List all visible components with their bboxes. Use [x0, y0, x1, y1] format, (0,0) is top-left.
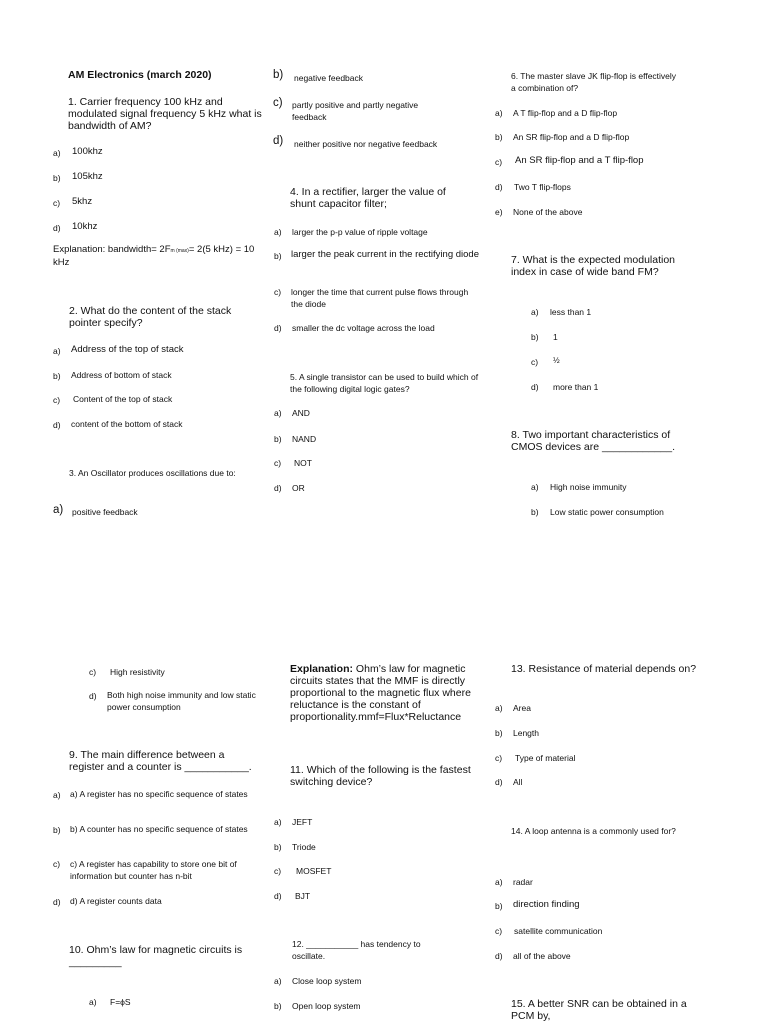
q2-option-c[interactable]: Content of the top of stack: [73, 394, 173, 404]
q2-option-b[interactable]: Address of bottom of stack: [71, 370, 172, 380]
q8-option-b[interactable]: Low static power consumption: [550, 507, 664, 517]
question-3-text: 3. An Oscillator produces oscillations due to:: [69, 468, 236, 478]
question-6-text: 6. The master slave JK flip-flop is effectively a combination of?: [511, 71, 677, 93]
q12-option-a[interactable]: Close loop system: [292, 976, 362, 986]
q8-option-d-letter: d): [89, 691, 97, 701]
q3-option-a-letter: a): [53, 504, 64, 516]
question-15-text: 15. A better SNR can be obtained in a PCM by,: [511, 998, 687, 1022]
q12-option-b[interactable]: Open loop system: [292, 1001, 361, 1011]
q9-option-d[interactable]: d) A register counts data: [70, 896, 162, 906]
q5-option-d-letter: d): [274, 483, 282, 493]
document-page-2: [0, 640, 768, 1024]
q1-option-b-letter: b): [53, 173, 61, 183]
q6-option-e-letter: e): [495, 207, 503, 217]
q8-option-c[interactable]: High resistivity: [110, 667, 165, 677]
document-title: AM Electronics (march 2020): [68, 69, 212, 81]
question-11-text: 11. Which of the following is the fastest switching device?: [290, 764, 471, 788]
q2-option-c-letter: c): [53, 395, 61, 405]
q5-option-b[interactable]: NAND: [292, 434, 317, 444]
q13-option-b-letter: b): [495, 728, 503, 738]
question-5-text: 5. A single transistor can be used to build which of the following digital logic gates?: [290, 372, 479, 394]
explanation-label: Explanation:: [290, 663, 354, 675]
q6-option-b[interactable]: An SR flip-flop and a D flip-flop: [513, 132, 630, 142]
q3-option-c-letter: c): [273, 97, 283, 109]
q7-option-d-letter: d): [531, 382, 539, 392]
q1-explanation-subscript: m (max): [170, 248, 189, 254]
q2-option-b-letter: b): [53, 371, 61, 381]
q1-option-a[interactable]: 100khz: [72, 146, 103, 157]
q1-option-d-letter: d): [53, 223, 61, 233]
q4-option-b-letter: b): [274, 251, 282, 261]
q13-option-c-letter: c): [495, 753, 503, 763]
q14-option-b-letter: b): [495, 901, 503, 911]
q6-option-b-letter: b): [495, 132, 503, 142]
q7-option-c-letter: c): [531, 357, 539, 367]
question-8-text: 8. Two important characteristics of CMOS devices are ____________.: [511, 429, 676, 453]
q1-option-d[interactable]: 10khz: [72, 221, 98, 232]
question-13-text: 13. Resistance of material depends on?: [511, 663, 697, 675]
q2-option-d[interactable]: content of the bottom of stack: [71, 419, 183, 429]
q4-option-b[interactable]: larger the peak current in the rectifying diode: [291, 249, 479, 260]
q1-option-b[interactable]: 105khz: [72, 171, 103, 182]
q4-option-c[interactable]: longer the time that current pulse flows through the diode: [291, 287, 469, 309]
q8-option-a[interactable]: High noise immunity: [550, 482, 627, 492]
question-12-text: 12. ___________ has tendency to oscillate.: [292, 939, 421, 961]
q11-option-b[interactable]: Triode: [292, 842, 316, 852]
q13-option-d[interactable]: All: [513, 777, 523, 787]
question-9-text: 9. The main difference between a register and a counter is ___________.: [69, 749, 252, 773]
q8-option-b-letter: b): [531, 507, 539, 517]
q11-option-c[interactable]: MOSFET: [296, 866, 332, 876]
q14-option-c-letter: c): [495, 926, 503, 936]
q6-option-a[interactable]: A T flip-flop and a D flip-flop: [513, 108, 618, 118]
q5-option-b-letter: b): [274, 434, 282, 444]
q13-option-a[interactable]: Area: [513, 703, 531, 713]
q1-option-c[interactable]: 5khz: [72, 196, 93, 207]
q11-option-b-letter: b): [274, 842, 282, 852]
q2-option-d-letter: d): [53, 420, 61, 430]
q9-option-c-letter: c): [53, 859, 61, 869]
q4-option-a-letter: a): [274, 227, 282, 237]
q1-explanation: [53, 244, 263, 269]
q13-option-c[interactable]: Type of material: [515, 753, 576, 763]
question-2-text: 2. What do the content of the stack pointer specify?: [69, 305, 232, 329]
q9-option-d-letter: d): [53, 897, 61, 907]
q7-option-a-letter: a): [531, 307, 539, 317]
q6-option-e[interactable]: None of the above: [513, 207, 583, 217]
q3-option-a[interactable]: positive feedback: [72, 507, 138, 517]
q1-option-c-letter: c): [53, 198, 61, 208]
q13-option-b[interactable]: Length: [513, 728, 539, 738]
q6-option-c[interactable]: An SR flip-flop and a T flip-flop: [515, 155, 644, 166]
question-7-text: 7. What is the expected modulation index in case of wide band FM?: [511, 254, 676, 278]
q6-option-d-letter: d): [495, 182, 503, 192]
q11-option-c-letter: c): [274, 866, 282, 876]
q9-option-a-letter: a): [53, 790, 61, 800]
q14-option-d[interactable]: all of the above: [513, 951, 571, 961]
q13-option-d-letter: d): [495, 777, 503, 787]
q5-option-a-letter: a): [274, 408, 282, 418]
q6-option-c-letter: c): [495, 157, 503, 167]
q1-explanation-text: Explanation: bandwidth= 2F: [53, 244, 171, 255]
q3-option-b-letter: b): [273, 69, 284, 81]
q8-option-a-letter: a): [531, 482, 539, 492]
q14-option-d-letter: d): [495, 951, 503, 961]
q7-option-b[interactable]: 1: [553, 332, 558, 342]
q9-option-c[interactable]: c) A register has capability to store one bit of information but counter has n-bit: [70, 859, 237, 881]
q3-option-c[interactable]: partly positive and partly negative feedback: [292, 100, 419, 122]
q11-option-a[interactable]: JEFT: [292, 817, 313, 827]
q3-option-b[interactable]: negative feedback: [294, 73, 363, 83]
q7-option-a[interactable]: less than 1: [550, 307, 592, 317]
q7-option-b-letter: b): [531, 332, 539, 342]
q14-option-a[interactable]: radar: [513, 877, 533, 887]
q11-option-a-letter: a): [274, 817, 282, 827]
question-4-text: 4. In a rectifier, larger the value of shunt capacitor filter;: [290, 186, 446, 210]
q12-option-b-letter: b): [274, 1001, 282, 1011]
q2-option-a-letter: a): [53, 346, 61, 356]
q13-option-a-letter: a): [495, 703, 503, 713]
q11-option-d-letter: d): [274, 891, 282, 901]
q3-option-d-letter: d): [273, 135, 284, 147]
explanation-text: Ohm’s law for magnetic circuits states that the MMF is directly proportional to the magnetic flux where reluctance is the constant of proportionality.mmf=Flux*Reluctance: [290, 663, 471, 723]
q6-option-a-letter: a): [495, 108, 503, 118]
q4-option-d-letter: d): [274, 323, 282, 333]
q5-option-a[interactable]: AND: [292, 408, 310, 418]
q5-option-c[interactable]: NOT: [294, 458, 312, 468]
q5-option-c-letter: c): [274, 458, 282, 468]
explanation-ohms-law: [290, 663, 480, 723]
page-gap: [0, 560, 768, 640]
q1-option-a-letter: a): [53, 148, 61, 158]
q1-explanation-result: = 2(5 kHz) = 10 kHz: [53, 244, 255, 268]
q14-option-c[interactable]: satellite communication: [514, 926, 603, 936]
q10-option-a[interactable]: F=ϕS: [110, 997, 131, 1007]
q9-option-a[interactable]: a) A register has no specific sequence of states: [70, 789, 248, 799]
q9-option-b[interactable]: b) A counter has no specific sequence of states: [70, 824, 248, 834]
q4-option-a[interactable]: larger the p-p value of ripple voltage: [292, 227, 428, 237]
q14-option-b[interactable]: direction finding: [513, 899, 580, 910]
q12-option-a-letter: a): [274, 976, 282, 986]
question-10-text: 10. Ohm’s law for magnetic circuits is _________: [69, 944, 243, 968]
q5-option-d[interactable]: OR: [292, 483, 305, 493]
q3-option-d[interactable]: neither positive nor negative feedback: [294, 139, 438, 149]
q14-option-a-letter: a): [495, 877, 503, 887]
question-14-text: 14. A loop antenna is a commonly used for?: [511, 826, 676, 836]
q7-option-c[interactable]: ½: [553, 356, 560, 365]
q9-option-b-letter: b): [53, 825, 61, 835]
q7-option-d[interactable]: more than 1: [553, 382, 599, 392]
q8-option-d[interactable]: Both high noise immunity and low static power consumption: [107, 690, 256, 712]
q4-option-d[interactable]: smaller the dc voltage across the load: [292, 323, 435, 333]
q2-option-a[interactable]: Address of the top of stack: [71, 344, 184, 355]
q11-option-d[interactable]: BJT: [295, 891, 311, 901]
q6-option-d[interactable]: Two T flip-flops: [514, 182, 571, 192]
q4-option-c-letter: c): [274, 287, 282, 297]
question-1-text: 1. Carrier frequency 100 kHz and modulated signal frequency 5 kHz what is bandwidth of AM?: [68, 96, 262, 132]
q8-option-c-letter: c): [89, 667, 97, 677]
q10-option-a-letter: a): [89, 997, 97, 1007]
